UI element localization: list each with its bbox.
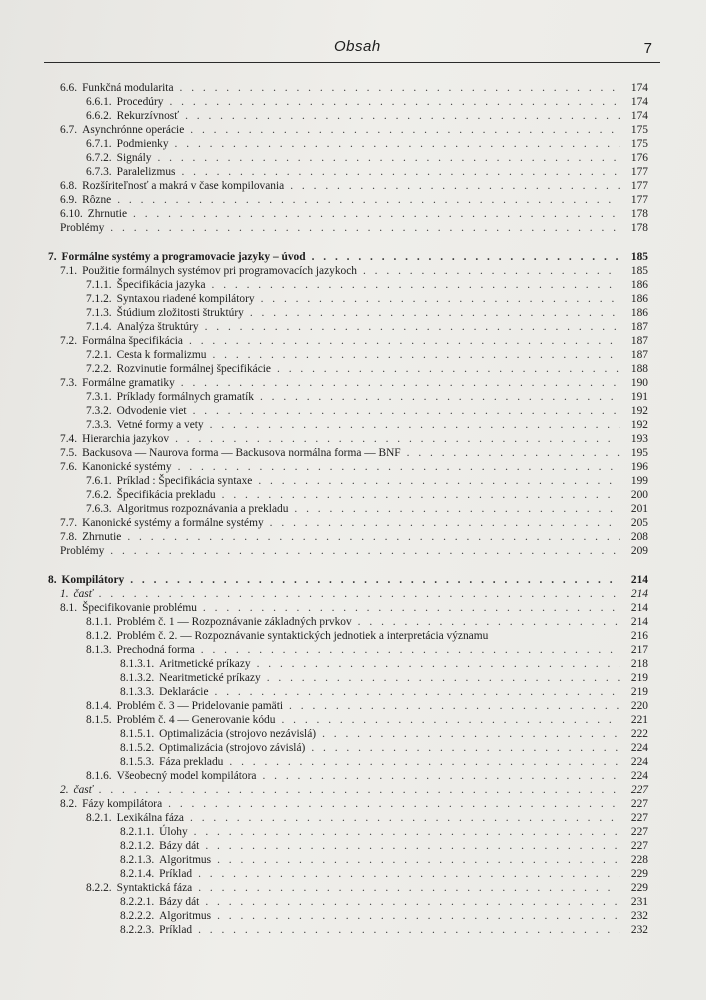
toc-entry-title: Problémy (60, 545, 105, 557)
toc-entry-number: 7.5. (60, 447, 78, 459)
toc-entry-page: 190 (630, 377, 648, 389)
toc-entry (86, 419, 648, 432)
dot-leader (358, 616, 620, 629)
toc-entry-number: 8.2.1.4. (120, 868, 155, 880)
dot-leader (290, 180, 620, 193)
toc-entry-page: 176 (630, 152, 648, 164)
toc-entry-number: 7.6. (60, 461, 78, 473)
toc-entry-page: 220 (630, 700, 648, 712)
dot-leader (190, 812, 620, 825)
toc-entry-page: 175 (630, 138, 648, 150)
toc-entry (120, 826, 648, 839)
toc-entry (86, 152, 648, 165)
toc-entry-title: Úlohy (159, 826, 188, 838)
toc-entry (60, 784, 648, 797)
dot-leader (277, 363, 620, 376)
toc-entry-title: Fáza prekladu (159, 756, 224, 768)
toc-entry (120, 924, 648, 937)
toc-entry (86, 475, 648, 488)
toc-entry-number: 6.6.2. (86, 110, 112, 122)
toc-entry-page: 185 (630, 265, 648, 277)
dot-leader (322, 728, 620, 741)
toc-entry-page: 231 (630, 896, 648, 908)
dot-leader (215, 686, 621, 699)
toc-entry-title: Algoritmus rozpoznávania a prekladu (116, 503, 289, 515)
toc-entry-number: 7.6.1. (86, 475, 112, 487)
toc-entry (120, 910, 648, 923)
toc-entry-page: 174 (630, 82, 648, 94)
toc-entry-number: 7.1. (60, 265, 78, 277)
toc-entry-number: 8.1.3.2. (120, 672, 155, 684)
toc-entry-page: 186 (630, 293, 648, 305)
toc-entry-title: Optimalizácia (strojovo závislá) (159, 742, 306, 754)
toc-entry-number: 8.1.6. (86, 770, 112, 782)
toc-entry-page: 224 (630, 756, 648, 768)
toc-entry-title: Asynchrónne operácie (82, 124, 185, 136)
toc-entry-page: 187 (630, 349, 648, 361)
toc-entry (60, 265, 648, 278)
toc-entry-title: Problém č. 1 — Rozpoznávanie základných prvkov (116, 616, 352, 628)
toc-entry-number: 8.1.3.1. (120, 658, 155, 670)
toc-entry-number: 6.7.1. (86, 138, 112, 150)
toc-entry-number: 8.2.1. (86, 812, 112, 824)
toc-entry-title: Vetné formy a vety (116, 419, 204, 431)
toc-entry-title: Príklad : Špecifikácia syntaxe (116, 475, 253, 487)
toc-entry (60, 447, 648, 460)
toc-entry-number: 8.2.2.2. (120, 910, 155, 922)
toc-entry (120, 728, 648, 741)
toc-entry-number: 8.1.1. (86, 616, 112, 628)
dot-leader (175, 433, 620, 446)
dot-leader (258, 475, 620, 488)
toc-entry-title: Fázy kompilátora (82, 798, 163, 810)
dot-leader (189, 335, 620, 348)
toc-entry-title: Lexikálna fáza (116, 812, 184, 824)
toc-entry-number: 7.1.4. (86, 321, 112, 333)
toc-entry (86, 321, 648, 334)
toc-entry-title: Rôzne (82, 194, 112, 206)
toc-entry-number: 8.1.5. (86, 714, 112, 726)
toc-entry-page: 201 (630, 503, 648, 515)
dot-leader (294, 503, 620, 516)
toc-entry-page: 214 (630, 588, 648, 600)
toc-entry-number: 7.2.1. (86, 349, 112, 361)
toc-entry-number: 6.8. (60, 180, 78, 192)
toc-entry-page: 185 (630, 251, 648, 263)
toc-entry-number: 8.1.3. (86, 644, 112, 656)
dot-leader (250, 307, 620, 320)
toc-entry-title: Špecifikovanie problému (82, 602, 197, 614)
toc-entry-title: Formálne gramatiky (82, 377, 175, 389)
toc-entry-number: 7.7. (60, 517, 78, 529)
toc-entry-title: Príklad (159, 868, 193, 880)
toc-entry-title: Bázy dát (159, 896, 200, 908)
toc-entry-title: Problém č. 3 — Pridelovanie pamäti (116, 700, 284, 712)
toc-entry (120, 840, 648, 853)
toc-entry-number: 2. (60, 784, 69, 796)
toc-entry-title: Použitie formálnych systémov pri programovacích jazykoch (82, 265, 357, 277)
toc-entry-number: 7.3.1. (86, 391, 112, 403)
toc-entry (86, 503, 648, 516)
toc-entry-number: 7.2.2. (86, 363, 112, 375)
toc-entry (86, 489, 648, 502)
toc-entry (86, 166, 648, 179)
toc-entry-page: 199 (630, 475, 648, 487)
toc-entry-number: 8.2.2. (86, 882, 112, 894)
toc-entry-number: 8.2. (60, 798, 78, 810)
toc-entry (60, 461, 648, 474)
toc-entry-number: 8. (48, 574, 57, 586)
toc-entry-title: Všeobecný model kompilátora (116, 770, 257, 782)
toc-entry-title: Hierarchia jazykov (82, 433, 170, 445)
toc-entry-number: 7.1.3. (86, 307, 112, 319)
toc-entry (86, 812, 648, 825)
toc-entry (120, 672, 648, 685)
toc-entry-title: časť (73, 784, 93, 796)
toc-entry (60, 335, 648, 348)
toc-entry-page: 227 (630, 840, 648, 852)
toc-entry-title: Algoritmus (159, 854, 212, 866)
dot-leader (363, 265, 620, 278)
toc-entry (60, 602, 648, 615)
toc-entry-number: 7.6.2. (86, 489, 112, 501)
toc-entry (60, 531, 648, 544)
toc-entry-page: 214 (630, 574, 648, 586)
toc-entry-number: 8.2.1.1. (120, 826, 155, 838)
toc-entry-page: 178 (630, 222, 648, 234)
toc-entry-number: 8.1. (60, 602, 78, 614)
toc-entry-page: 195 (630, 447, 648, 459)
toc-entry-page: 187 (630, 335, 648, 347)
dot-leader (289, 700, 620, 713)
dot-leader (175, 138, 620, 151)
toc-entry (120, 658, 648, 671)
toc-entry-page: 216 (630, 630, 648, 642)
toc-entry-page: 214 (630, 602, 648, 614)
toc-entry-page: 209 (630, 545, 648, 557)
dot-leader (270, 517, 620, 530)
toc-entry-title: časť (73, 588, 93, 600)
toc-entry (86, 630, 648, 643)
toc-entry (60, 180, 648, 193)
toc-entry-page: 219 (630, 686, 648, 698)
toc-entry-number: 8.2.2.3. (120, 924, 155, 936)
dot-leader (260, 391, 620, 404)
toc-entry-title: Zhrnutie (87, 208, 128, 220)
dot-leader (267, 672, 620, 685)
dot-leader (190, 124, 620, 137)
dot-leader (181, 166, 620, 179)
toc-entry (60, 798, 648, 811)
toc-entry-page: 177 (630, 194, 648, 206)
toc-entry-title: Štúdium zložitosti štruktúry (116, 307, 244, 319)
dot-leader (130, 574, 620, 587)
toc-entry (120, 686, 648, 699)
toc-entry-title: Deklarácie (159, 686, 209, 698)
dot-leader (169, 96, 620, 109)
dot-leader (198, 868, 620, 881)
toc-entry (86, 279, 648, 292)
toc-entry-page: 227 (630, 826, 648, 838)
toc-entry-title: Kanonické systémy (82, 461, 172, 473)
toc-entry-page: 222 (630, 728, 648, 740)
dot-leader (262, 770, 620, 783)
toc-entry-page: 192 (630, 419, 648, 431)
toc-entry (86, 138, 648, 151)
toc-entry-title: Cesta k formalizmu (116, 349, 207, 361)
toc-entry-title: Rozšíriteľnosť a makrá v čase kompilovania (82, 180, 285, 192)
dot-leader (178, 461, 620, 474)
toc-entry-page: 227 (630, 812, 648, 824)
toc-entry-title: Problém č. 4 — Generovanie kódu (116, 714, 276, 726)
toc-entry-number: 1. (60, 588, 69, 600)
toc-entry-title: Algoritmus (159, 910, 212, 922)
dot-leader (257, 658, 620, 671)
toc-entry-title: Syntaktická fáza (116, 882, 193, 894)
toc-entry-page: 200 (630, 489, 648, 501)
dot-leader (181, 377, 620, 390)
dot-leader (212, 279, 620, 292)
toc-entry-page: 186 (630, 307, 648, 319)
toc-entry (60, 588, 648, 601)
toc-entry-number: 8.1.3.3. (120, 686, 155, 698)
toc-entry-number: 8.2.1.2. (120, 840, 155, 852)
toc-entry-page: 186 (630, 279, 648, 291)
dot-leader (110, 222, 620, 235)
dot-leader (311, 742, 620, 755)
toc-entry-number: 8.1.2. (86, 630, 112, 642)
toc-entry-number: 8.1.5.2. (120, 742, 155, 754)
toc-entry-page: 205 (630, 517, 648, 529)
toc-entry-number: 7.3.2. (86, 405, 112, 417)
toc-entry-title: Formálne systémy a programovacie jazyky – úvod (61, 251, 306, 263)
toc-entry-page: 174 (630, 96, 648, 108)
dot-leader (281, 714, 620, 727)
toc-entry-page: 177 (630, 180, 648, 192)
toc-entry-title: Paralelizmus (116, 166, 176, 178)
toc-entry-page: 229 (630, 868, 648, 880)
toc-entry-number: 7.8. (60, 531, 78, 543)
toc-entry (120, 742, 648, 755)
dot-leader (198, 882, 620, 895)
toc-entry-number: 8.1.5.3. (120, 756, 155, 768)
dot-leader (201, 644, 620, 657)
page-number: 7 (643, 40, 652, 57)
toc-entry-page: 177 (630, 166, 648, 178)
toc-entry-page: 219 (630, 672, 648, 684)
toc-entry (86, 307, 648, 320)
dot-leader (99, 784, 620, 797)
dot-leader (193, 405, 620, 418)
toc-entry-page: 217 (630, 644, 648, 656)
toc-entry-title: Bázy dát (159, 840, 200, 852)
toc-entry-number: 7.4. (60, 433, 78, 445)
toc-entry-number: 8.1.5.1. (120, 728, 155, 740)
toc-entry-page: 187 (630, 321, 648, 333)
toc-entry-page: 196 (630, 461, 648, 473)
toc-entry (48, 574, 648, 587)
toc-entry-title: Kompilátory (61, 574, 125, 586)
dot-leader (210, 419, 620, 432)
toc-entry-title: Odvodenie viet (116, 405, 187, 417)
dot-leader (117, 194, 620, 207)
dot-leader (205, 896, 620, 909)
dot-leader (127, 531, 620, 544)
toc-entry (86, 616, 648, 629)
toc-entry (86, 293, 648, 306)
toc-entry-page: 228 (630, 854, 648, 866)
dot-leader (185, 110, 620, 123)
dot-leader (205, 840, 620, 853)
toc-entry-number: 7.3.3. (86, 419, 112, 431)
dot-leader (261, 293, 620, 306)
toc-entry (86, 391, 648, 404)
toc-entry-title: Kanonické systémy a formálne systémy (82, 517, 264, 529)
toc-entry (86, 96, 648, 109)
toc-entry-number: 6.10. (60, 208, 83, 220)
toc-entry (86, 714, 648, 727)
toc-entry-title: Rekurzívnosť (116, 110, 180, 122)
toc-entry-title: Špecifikácia prekladu (116, 489, 216, 501)
toc-entry (60, 208, 648, 221)
toc-entry (86, 700, 648, 713)
toc-entry-number: 7.1.1. (86, 279, 112, 291)
toc-entry-title: Aritmetické príkazy (159, 658, 251, 670)
toc-entry (86, 363, 648, 376)
toc-entry-title: Podmienky (116, 138, 169, 150)
toc-entry-number: 7. (48, 251, 57, 263)
toc-entry-number: 7.1.2. (86, 293, 112, 305)
toc-entry-title: Syntaxou riadené kompilátory (116, 293, 255, 305)
toc-entry (86, 644, 648, 657)
dot-leader (205, 321, 620, 334)
dot-leader (203, 602, 620, 615)
toc-entry-title: Zhrnutie (82, 531, 122, 543)
toc-entry (48, 251, 648, 264)
toc-entry-page: 214 (630, 616, 648, 628)
toc-entry-number: 6.6. (60, 82, 78, 94)
toc-entry (86, 405, 648, 418)
toc-entry-title: Prechodná forma (116, 644, 195, 656)
toc-entry-page: 188 (630, 363, 648, 375)
toc-entry-title: Príklady formálnych gramatík (116, 391, 254, 403)
toc-entry-page: 224 (630, 742, 648, 754)
toc-entry-title: Funkčná modularita (82, 82, 174, 94)
running-title: Obsah (334, 38, 381, 55)
toc-entry-page: 227 (630, 784, 648, 796)
toc-entry-number: 8.2.1.3. (120, 854, 155, 866)
dot-leader (198, 924, 620, 937)
toc-entry-page: 221 (630, 714, 648, 726)
dot-leader (312, 251, 620, 264)
toc-entry-title: Rozvinutie formálnej špecifikácie (116, 363, 271, 375)
dot-leader (110, 545, 620, 558)
toc-entry-page: 218 (630, 658, 648, 670)
toc-entry-page: 232 (630, 924, 648, 936)
toc-entry-page: 191 (630, 391, 648, 403)
toc-entry-page: 174 (630, 110, 648, 122)
dot-leader (212, 349, 620, 362)
toc-entry-number: 7.2. (60, 335, 78, 347)
toc-entry (120, 756, 648, 769)
toc-entry-title: Problém č. 2. — Rozpoznávanie syntaktických jednotiek a interpretácia významu (116, 630, 489, 642)
toc-entry (60, 82, 648, 95)
toc-entry-title: Backusova — Naurova forma — Backusova normálna forma — BNF (82, 447, 401, 459)
dot-leader (157, 152, 620, 165)
toc-entry-number: 6.7. (60, 124, 78, 136)
dot-leader (133, 208, 620, 221)
toc-entry (60, 545, 648, 558)
toc-entry (120, 868, 648, 881)
toc-entry-page: 208 (630, 531, 648, 543)
toc-entry-title: Formálna špecifikácia (82, 335, 183, 347)
toc-entry (86, 349, 648, 362)
toc-entry-page: 178 (630, 208, 648, 220)
toc-entry-title: Procedúry (116, 96, 164, 108)
toc-entry-page: 193 (630, 433, 648, 445)
dot-leader (180, 82, 620, 95)
toc-entry-title: Nearitmetické príkazy (159, 672, 261, 684)
toc-entry-number: 6.7.2. (86, 152, 112, 164)
toc-entry (60, 377, 648, 390)
dot-leader (99, 588, 620, 601)
toc-entry-page: 175 (630, 124, 648, 136)
toc-entry-title: Príklad (159, 924, 193, 936)
dot-leader (217, 854, 620, 867)
toc-entry-number: 8.1.4. (86, 700, 112, 712)
toc-entry (86, 110, 648, 123)
toc-entry-page: 192 (630, 405, 648, 417)
toc-entry-title: Špecifikácia jazyka (116, 279, 206, 291)
toc-entry (120, 896, 648, 909)
toc-entry (60, 433, 648, 446)
toc-entry-title: Optimalizácia (strojovo nezávislá) (159, 728, 317, 740)
toc-entry (60, 517, 648, 530)
toc-entry-title: Problémy (60, 222, 105, 234)
toc-entry (60, 222, 648, 235)
toc-entry (120, 854, 648, 867)
toc-entry-page: 227 (630, 798, 648, 810)
dot-leader (229, 756, 620, 769)
toc-entry-page: 229 (630, 882, 648, 894)
toc-entry (60, 194, 648, 207)
toc-entry-number: 7.6.3. (86, 503, 112, 515)
dot-leader (168, 798, 620, 811)
toc-entry-page: 224 (630, 770, 648, 782)
toc-entry-page: 232 (630, 910, 648, 922)
toc-entry-number: 6.6.1. (86, 96, 112, 108)
toc-entry-number: 6.9. (60, 194, 78, 206)
toc-entry (60, 124, 648, 137)
toc-entry-title: Signály (116, 152, 152, 164)
dot-leader (194, 826, 620, 839)
toc-entry-number: 7.3. (60, 377, 78, 389)
dot-leader (407, 447, 620, 460)
toc-entry-number: 6.7.3. (86, 166, 112, 178)
toc-entry-title: Analýza štruktúry (116, 321, 199, 333)
toc-entry-number: 8.2.2.1. (120, 896, 155, 908)
toc-entry (86, 770, 648, 783)
toc-entry (86, 882, 648, 895)
dot-leader (222, 489, 620, 502)
dot-leader (217, 910, 620, 923)
